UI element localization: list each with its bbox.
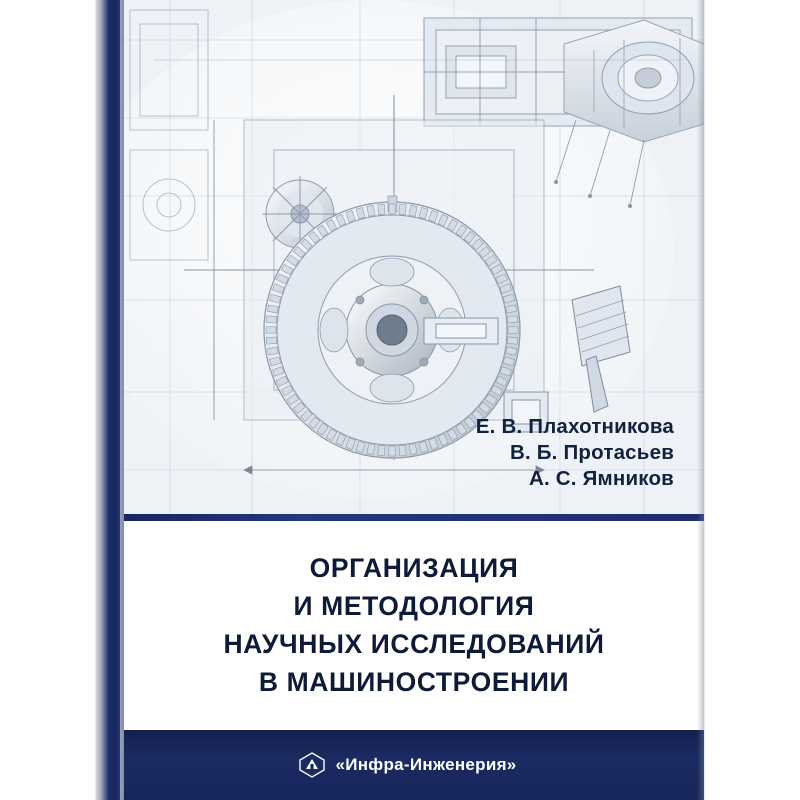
publisher-block [299, 752, 516, 778]
authors-block [476, 414, 674, 492]
author-name: Е. В. Плахотникова [475, 415, 674, 438]
title-area [124, 521, 704, 800]
author-name: В. Б. Протасьев [509, 441, 674, 464]
publisher-name: «Инфра-Инженерия» [335, 755, 517, 774]
title-line: В МАШИНОСТРОЕНИИ [258, 667, 570, 697]
divider-band [124, 514, 704, 521]
title-line: НАУЧНЫХ ИССЛЕДОВАНИЙ [223, 629, 605, 659]
publisher-band [124, 730, 704, 800]
page-title [124, 549, 704, 701]
author-name: А. С. Ямников [529, 467, 674, 490]
title-line: И МЕТОДОЛОГИЯ [293, 591, 535, 621]
publisher-logo-icon [299, 752, 325, 778]
book-cover [96, 0, 704, 800]
title-line: ОРГАНИЗАЦИЯ [309, 553, 519, 583]
